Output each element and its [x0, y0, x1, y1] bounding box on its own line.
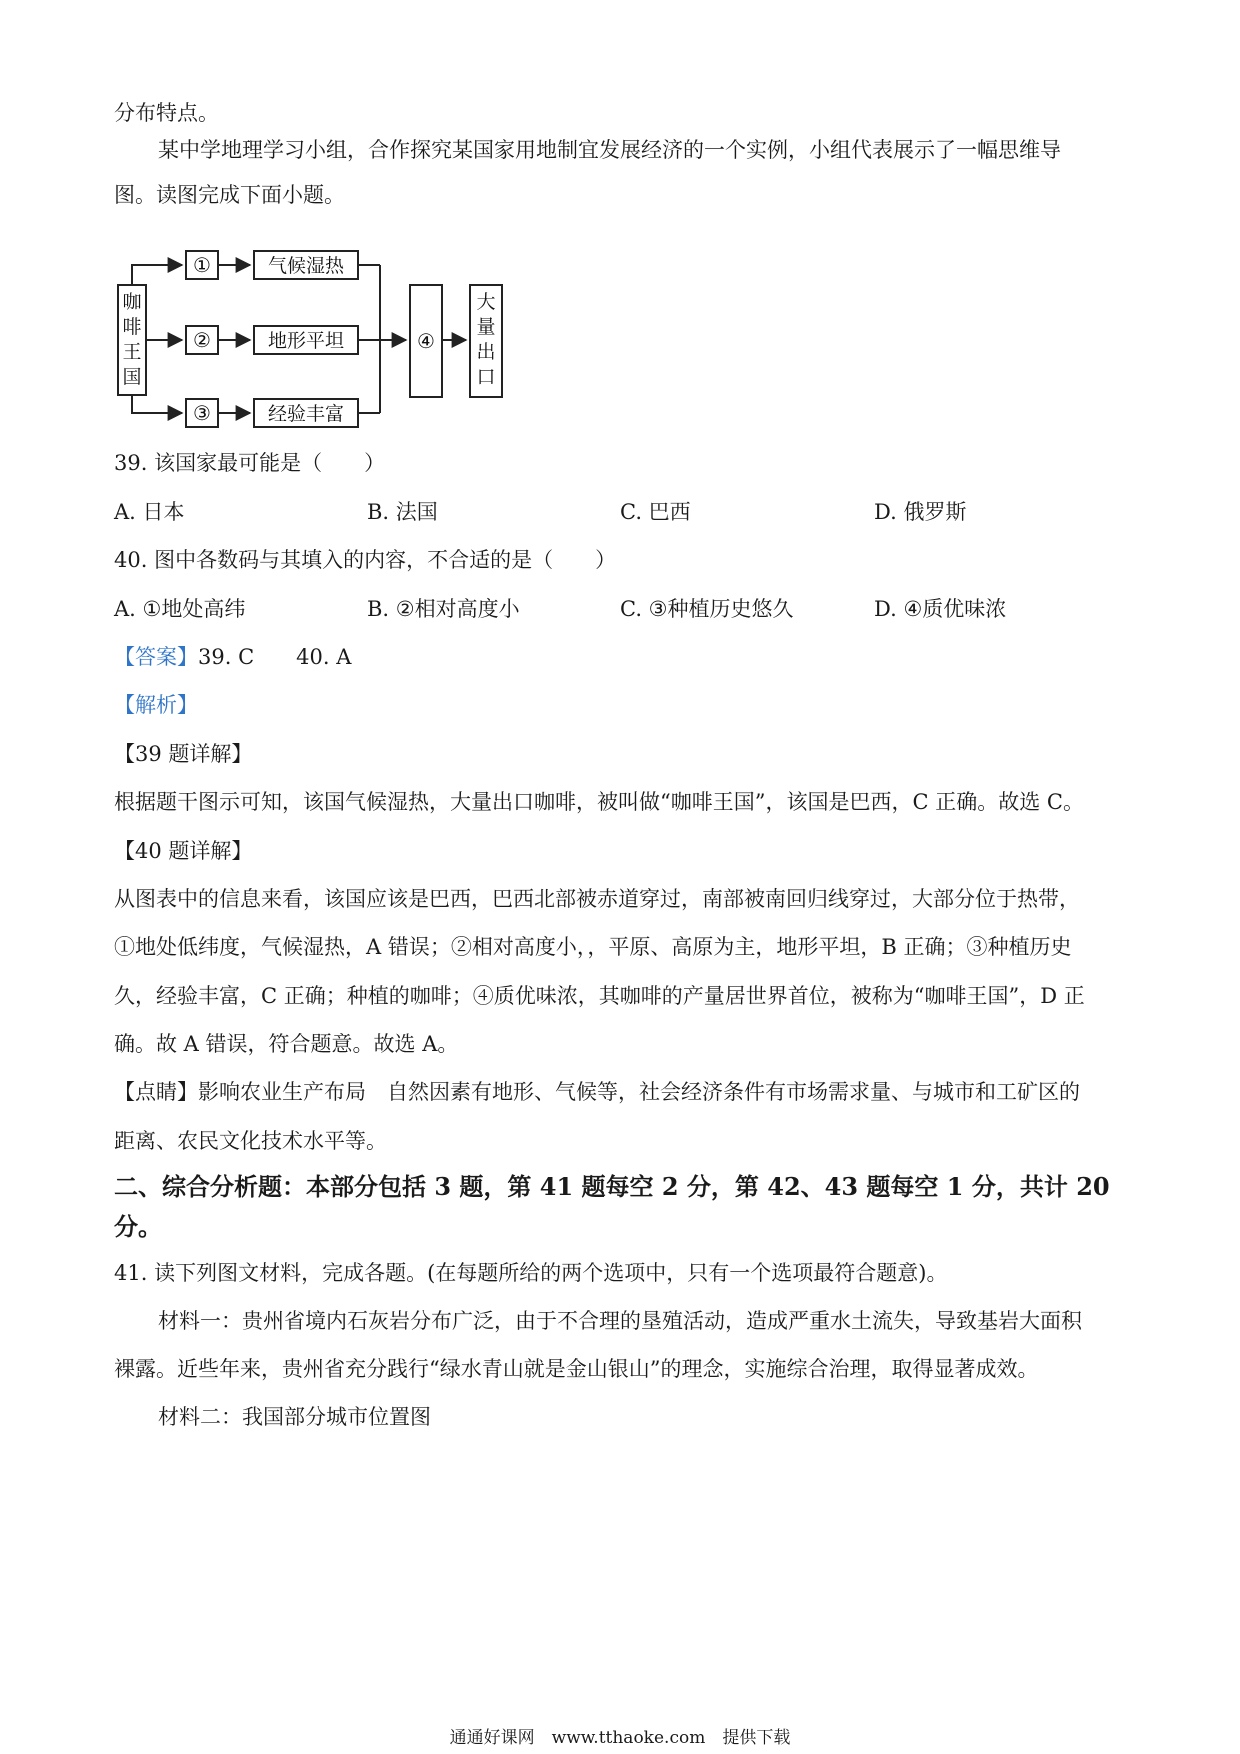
answer-line [114, 642, 351, 672]
q39-option-a: A. 日本 [114, 500, 185, 524]
page-footer: 通通好课网 www.tthaoke.com 提供下载 [449, 1728, 791, 1748]
q39-option-b: B. 法国 [367, 500, 438, 524]
answer-39: 39. C [198, 645, 255, 669]
answer-tag: 【答案】 [114, 645, 198, 669]
detail-40-line2: ①地处低纬度，气候湿热，A 错误；②相对高度小，，平原、高原为主，地形平坦，B 正确；③种植历史 [114, 935, 1072, 959]
tip-line2: 距离、农民文化技术水平等。 [114, 1129, 387, 1153]
detail-39-text: 根据题干图示可知，该国气候湿热，大量出口咖啡，被叫做“咖啡王国”，该国是巴西，C 正确。故选 C。 [114, 790, 1084, 814]
q40-option-d: D. ④质优味浓 [874, 597, 1007, 621]
left-box-char-4: 国 [122, 366, 142, 388]
intro-paragraph-line1: 某中学地理学习小组，合作探究某国家用地制宜发展经济的一个实例，小组代表展示了一幅思维导 [158, 138, 1061, 162]
label-climate-text: 气候湿热 [267, 255, 345, 277]
right-box-char-3: 出 [476, 341, 496, 363]
number-4-text: ④ [417, 329, 435, 353]
left-box-char-1: 咖 [122, 291, 142, 313]
label-experience-text: 经验丰富 [267, 403, 345, 425]
number-3-text: ③ [193, 401, 211, 425]
right-box-char-4: 口 [476, 366, 496, 388]
q40-option-b: B. ②相对高度小 [367, 597, 520, 621]
detail-39-title: 【39 题详解】 [114, 742, 253, 766]
detail-40-title: 【40 题详解】 [114, 839, 253, 863]
detail-40-line3: 久，经验丰富，C 正确；种植的咖啡；④质优味浓，其咖啡的产量居世界首位，被称为“咖啡王国”，D 正 [114, 984, 1085, 1008]
q39-option-d: D. 俄罗斯 [874, 500, 967, 524]
intro-paragraph-line2: 图。读图完成下面小题。 [114, 183, 345, 207]
number-1-text: ① [193, 253, 211, 277]
question-39-stem: 39. 该国家最可能是（ ） [114, 451, 386, 475]
tip-text-line1: 影响农业生产布局 自然因素有地形、气候等，社会经济条件有市场需求量、与城市和工矿区的 [198, 1080, 1080, 1104]
q39-option-c: C. 巴西 [620, 500, 691, 524]
question-40-stem: 40. 图中各数码与其填入的内容，不合适的是（ ） [114, 548, 617, 572]
q40-option-c: C. ③种植历史悠久 [620, 597, 794, 621]
question-41-stem: 41. 读下列图文材料，完成各题。(在每题所给的两个选项中，只有一个选项最符合题意)。 [114, 1261, 948, 1285]
q40-option-a: A. ①地处高纬 [114, 597, 246, 621]
q41-material-1-line1: 材料一：贵州省境内石灰岩分布广泛，由于不合理的垦殖活动，造成严重水土流失，导致基岩大面积 [158, 1309, 1082, 1333]
number-2-text: ② [193, 328, 211, 352]
analysis-tag: 【解析】 [114, 693, 198, 717]
q41-material-2: 材料二：我国部分城市位置图 [158, 1405, 431, 1429]
section-2-heading-line1: 二、综合分析题：本部分包括 3 题，第 41 题每空 2 分，第 42、43 题每空 1 分，共计 20 [114, 1172, 1110, 1201]
answer-40: 40. A [296, 645, 352, 669]
tip-tag: 【点睛】 [114, 1080, 198, 1104]
right-box-char-2: 量 [476, 316, 496, 338]
detail-40-line4: 确。故 A 错误，符合题意。故选 A。 [114, 1032, 459, 1056]
q41-material-1-line2: 裸露。近些年来，贵州省充分践行“绿水青山就是金山银山”的理念，实施综合治理，取得显著成效。 [114, 1357, 1039, 1381]
left-box-char-3: 王 [122, 341, 142, 363]
detail-40-line1: 从图表中的信息来看，该国应该是巴西，巴西北部被赤道穿过，南部被南回归线穿过，大部分位于热带， [114, 887, 1080, 911]
intro-tail: 分布特点。 [114, 101, 219, 125]
section-2-heading-line2: 分。 [114, 1212, 162, 1241]
left-box-char-2: 啡 [122, 316, 142, 338]
label-terrain-text: 地形平坦 [267, 330, 345, 352]
coffee-kingdom-mind-map [110, 245, 510, 435]
right-box-char-1: 大 [476, 291, 496, 313]
tip-line1 [114, 1077, 1080, 1107]
